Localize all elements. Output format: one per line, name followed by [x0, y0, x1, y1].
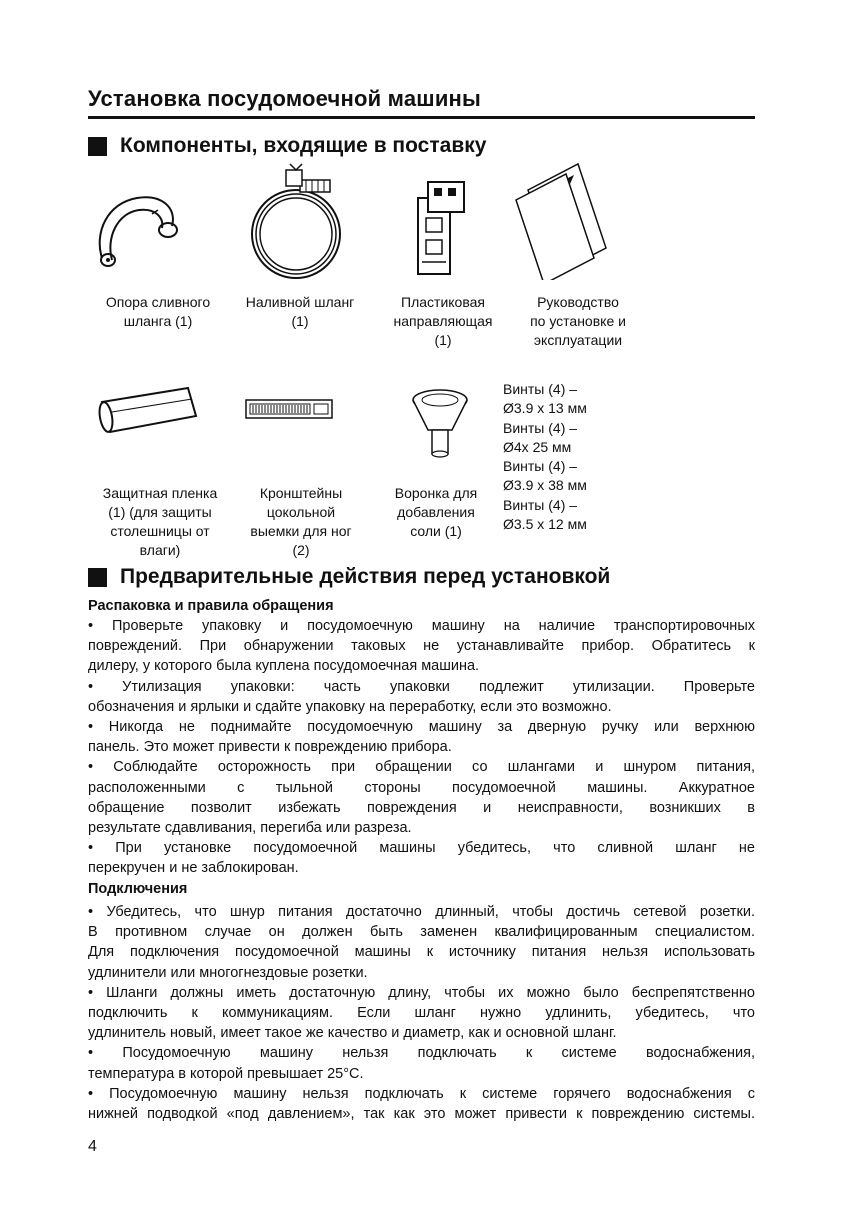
caption-line: Руководство	[537, 294, 619, 310]
section-title: Компоненты, входящие в поставку	[120, 134, 487, 157]
caption-salt-funnel	[380, 484, 492, 541]
manual-image	[508, 160, 618, 280]
caption-plastic-guide	[378, 293, 508, 350]
text-line: удлинитель новый, имеет такое же качество и диаметр, как и основной шланг.	[88, 1025, 617, 1042]
text-line: • Соблюдайте осторожность при обращении со шлангами и шнуром питания,	[88, 759, 755, 776]
caption-line: Наливной шланг	[245, 294, 355, 310]
caption-inlet-hose	[232, 293, 368, 331]
text-line: обращение позволит избежать повреждения и неисправности, возникших в	[88, 799, 755, 816]
text-line: • Никогда не поднимайте посудомоечную машину за дверную ручку или верхнюю	[88, 719, 755, 736]
text-line: панель. Это может привести к повреждению прибора.	[88, 739, 452, 756]
plinth-bracket-image	[244, 398, 336, 422]
caption-line: Пластиковая	[401, 294, 485, 310]
text-line: • Шланги должны иметь достаточную длину, чтобы их можно было беспрепятственно	[88, 984, 755, 1001]
caption-line: выемки для ног	[250, 523, 352, 539]
screws-line: Ø4x 25 мм	[503, 438, 572, 455]
text-line: повреждений. При обнаружении таковых не устанавливайте прибор. Обратитесь к	[88, 638, 755, 655]
caption-line: Защитная пленка	[102, 485, 218, 501]
salt-funnel-image	[410, 386, 470, 458]
text-line: результате сдавливания, перегиба или разреза.	[88, 820, 412, 837]
caption-line: столешницы от	[110, 523, 210, 539]
text-line: обозначения и ярлыки и сдайте упаковку на переработку, если это возможно.	[88, 698, 612, 715]
caption-protective-film	[88, 484, 232, 560]
screws-line: Ø3.9 x 13 мм	[503, 400, 587, 417]
caption-line: Кронштейны	[259, 485, 343, 501]
text-line: • Посудомоечную машину нельзя подключать к системе горячего водоснабжения с	[88, 1085, 755, 1102]
page-title: Установка посудомоечной машины	[88, 86, 482, 111]
caption-line: влаги)	[139, 542, 181, 558]
title-rule	[88, 116, 755, 119]
text-line: • Посудомоечную машину нельзя подключать к системе водоснабжения,	[88, 1045, 755, 1062]
text-line: нижней подводкой «под давлением», так как это может привести к повреждению системы.	[88, 1106, 755, 1123]
section-heading-components	[88, 134, 486, 158]
caption-line: Воронка для	[394, 485, 478, 501]
page-number: 4	[88, 1138, 97, 1155]
caption-line: (1)	[434, 332, 452, 348]
screws-line: Винты (4) –	[503, 496, 578, 513]
screws-line: Винты (4) –	[503, 458, 578, 475]
text-line: • Проверьте упаковку и посудомоечную машину на наличие транспортировочных	[88, 618, 755, 634]
connections-paragraph	[88, 902, 755, 1124]
text-line: температура в которой превышает 25°С.	[88, 1065, 364, 1082]
text-line: перекручен и не заблокирован.	[88, 860, 299, 877]
caption-line: цокольной	[266, 504, 336, 520]
drain-hose-support-image	[92, 188, 192, 270]
caption-line: направляющая	[393, 313, 493, 329]
text-line: В противном случае он должен быть заменен квалифицированным специалистом.	[88, 924, 755, 941]
caption-line: Опора сливного	[105, 294, 211, 310]
text-line: подключить к коммуникациям. Если шланг нужно удлинить, убедитесь, что	[88, 1005, 755, 1022]
unpacking-paragraph	[88, 616, 755, 879]
caption-line: добавления	[397, 504, 475, 520]
text-line: удлинители или многогнездовые розетки.	[88, 964, 368, 981]
screws-line: Винты (4) –	[503, 419, 578, 436]
inlet-hose-image	[238, 162, 358, 286]
subheading-unpacking: Распаковка и правила обращения	[88, 598, 334, 614]
section-title: Предварительные действия перед установкой	[120, 565, 611, 588]
caption-manual	[512, 293, 644, 350]
screws-line: Винты (4) –	[503, 381, 578, 397]
section-heading-preparation	[88, 565, 610, 589]
text-line: • При установке посудомоечной машины убедитесь, что сливной шланг не	[88, 840, 755, 857]
caption-line: (1)	[291, 313, 309, 329]
text-line: дилеру, у которого была куплена посудомоечная машина.	[88, 658, 480, 675]
caption-plinth-bracket	[236, 484, 366, 560]
caption-line: (2)	[292, 542, 310, 558]
text-line: • Убедитесь, что шнур питания достаточно длинный, чтобы достичь сетевой розетки.	[88, 904, 755, 920]
caption-line: эксплуатации	[533, 332, 623, 348]
caption-line: соли (1)	[410, 523, 462, 539]
subheading-connections: Подключения	[88, 881, 188, 897]
protective-film-image	[92, 382, 202, 440]
text-line: Для подключения посудомоечной машины к источнику питания нельзя использовать	[88, 944, 755, 961]
screws-line: Ø3.5 x 12 мм	[503, 516, 587, 533]
caption-line: шланга (1)	[123, 313, 193, 329]
caption-line: (1) (для защиты	[108, 504, 212, 520]
caption-drain-hose-support	[88, 293, 228, 331]
plastic-guide-image	[408, 178, 468, 278]
caption-line: по установке и	[530, 313, 626, 329]
section-square-icon	[88, 137, 107, 156]
screws-list	[503, 380, 587, 534]
text-line: • Утилизация упаковки: часть упаковки подлежит утилизации. Проверьте	[88, 678, 755, 695]
section-square-icon	[88, 568, 107, 587]
screws-line: Ø3.9 x 38 мм	[503, 477, 587, 494]
text-line: расположенными с тыльной стороны посудомоечной машины. Аккуратное	[88, 779, 755, 796]
